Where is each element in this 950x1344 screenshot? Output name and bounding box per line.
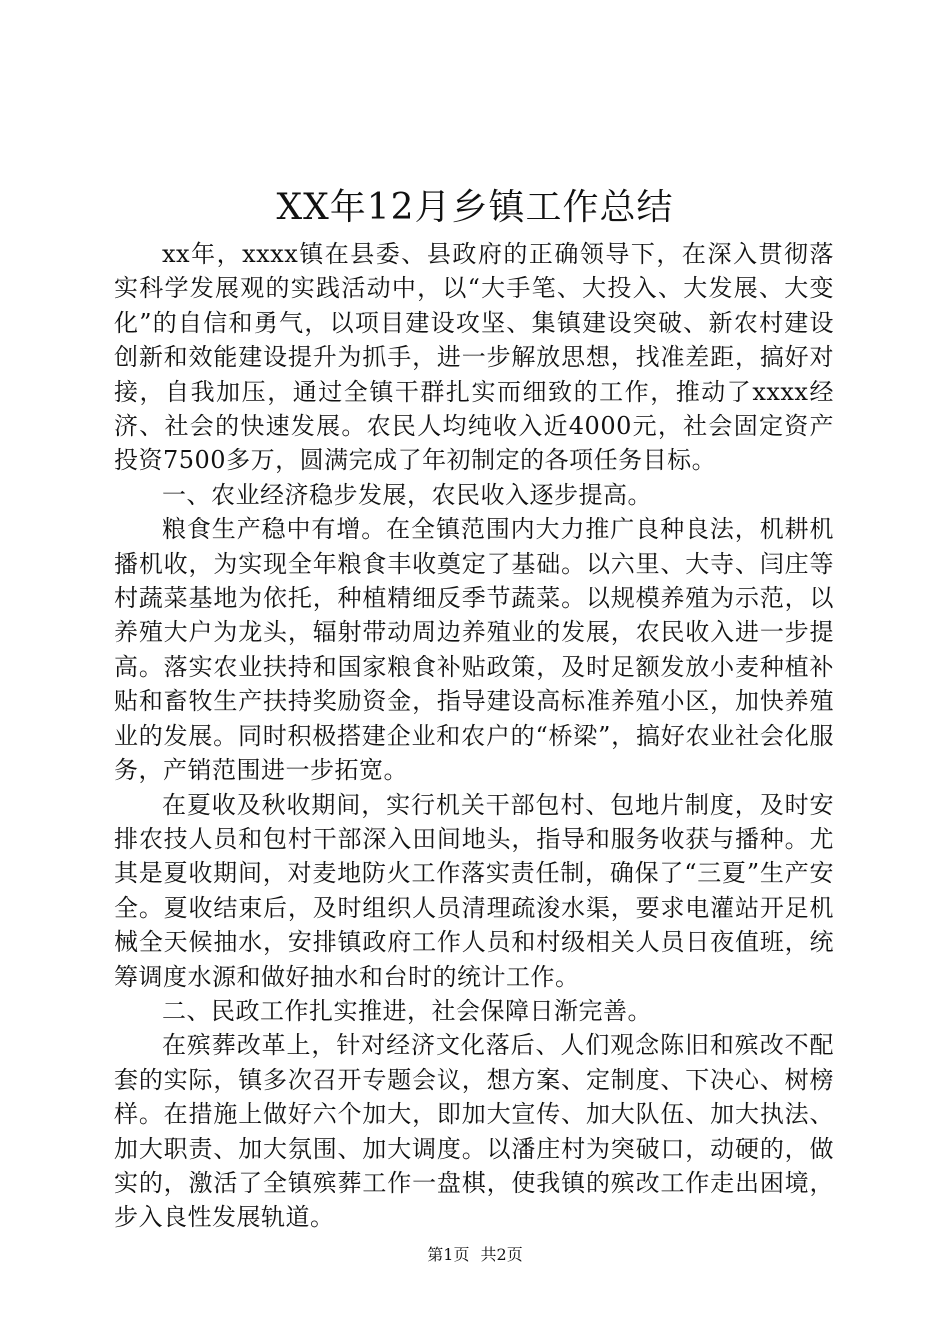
paragraph-grain-production: 粮食生产稳中有增。在全镇范围内大力推广良种良法，机耕机播机收，为实现全年粮食丰收奠定了基础。以六里、大寺、闫庄等村蔬菜基地为依托，种植精细反季节蔬菜。以规模养殖为示范，以养殖大户为龙头，辐射带动周边养殖业的发展，农民收入进一步提高。落实农业扶持和国家粮食补贴政策，及时足额发放小麦种植补贴和畜牧生产扶持奖励资金，指导建设高标准养殖小区，加快养殖业的发展。同时积极搭建企业和农户的“桥梁”，搞好农业社会化服务，产销范围进一步拓宽。 [114,515,834,785]
paragraph-funeral-reform: 在殡葬改革上，针对经济文化落后、人们观念陈旧和殡改不配套的实际，镇多次召开专题会议，想方案、定制度、下决心、树榜样。在措施上做好六个加大，即加大宣传、加大队伍、加大执法、加大职责、加大氛围、加大调度。以潘庄村为突破口，动硬的，做实的，激活了全镇殡葬工作一盘棋，使我镇的殡改工作走出困境，步入良性发展轨道。 [114,1031,834,1232]
page-number: 第1页 [427,1245,470,1264]
section-heading-civil-affairs: 二、民政工作扎实推进，社会保障日渐完善。 [162,996,652,1025]
page-footer [0,1244,950,1266]
paragraph-harvest: 在夏收及秋收期间，实行机关干部包村、包地片制度，及时安排农技人员和包村干部深入田间地头，指导和服务收获与播种。尤其是夏收期间，对麦地防火工作落实责任制，确保了“三夏”生产安全。夏收结束后，及时组织人员清理疏浚水渠，要求电灌站开足机械全天候抽水，安排镇政府工作人员和村级相关人员日夜值班，统筹调度水源和做好抽水和台时的统计工作。 [114,790,834,991]
section-heading-agriculture: 一、农业经济稳步发展，农民收入逐步提高。 [162,480,652,509]
paragraph-intro: xx年，xxxx镇在县委、县政府的正确领导下，在深入贯彻落实科学发展观的实践活动中，以“大手笔、大投入、大发展、大变化”的自信和勇气，以项目建设攻坚、集镇建设突破、新农村建设创新和效能建设提升为抓手，进一步解放思想，找准差距，搞好对接，自我加压，通过全镇干群扎实而细致的工作，推动了xxxx经济、社会的快速发展。农民人均纯收入近4000元，社会固定资产投资7500多万，圆满完成了年初制定的各项任务目标。 [114,240,834,475]
document-body [114,237,834,1235]
page-total: 共2页 [480,1245,523,1264]
document-title: XX年12月乡镇工作总结 [276,187,674,228]
